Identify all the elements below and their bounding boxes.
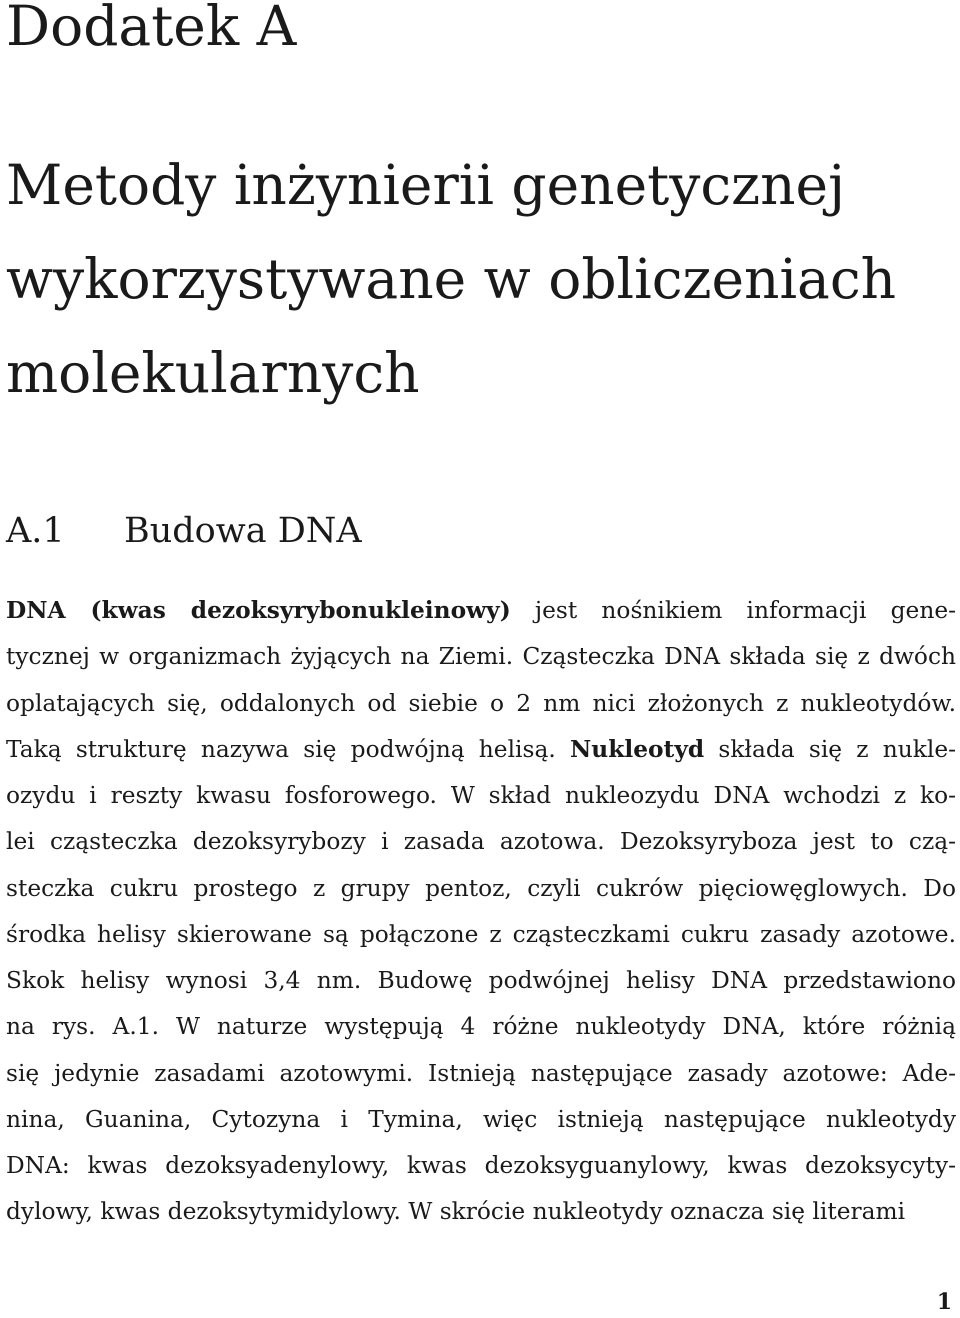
appendix-label: Dodatek A — [6, 0, 297, 58]
text-segment: Taką strukturę nazywa się podwójną helisą. — [6, 735, 570, 763]
text-line — [6, 958, 956, 1004]
text-line — [6, 1189, 956, 1235]
text-line — [6, 773, 956, 819]
text-line — [6, 819, 956, 865]
text-segment: składa się z nukle- — [704, 735, 956, 763]
text-segment: nina, Guanina, Cytozyna i Tymina, więc istnieją następujące nukleotydy — [6, 1105, 956, 1133]
section-number: A.1 — [6, 511, 65, 551]
text-line — [6, 1004, 956, 1050]
section-heading — [6, 508, 362, 554]
section-title: Budowa DNA — [124, 511, 362, 551]
text-line — [6, 1051, 956, 1097]
text-line — [6, 588, 956, 634]
chapter-title-line: molekularnych — [6, 341, 420, 405]
text-segment: oplatających się, oddalonych od siebie o 2 nm nici złożonych z nukleotydów. — [6, 689, 956, 717]
page-number: 1 — [936, 1289, 952, 1315]
chapter-title-line: Metody inżynierii genetycznej — [6, 153, 846, 217]
text-segment: dylowy, kwas dezoksytymidylowy. W skrócie nukleotydy oznacza się literami — [6, 1198, 906, 1226]
text-segment: Skok helisy wynosi 3,4 nm. Budowę podwójnej helisy DNA przedstawiono — [6, 967, 956, 994]
text-segment: DNA: kwas dezoksyadenylowy, kwas dezoksyguanylowy, kwas dezoksycyty- — [6, 1152, 956, 1179]
body-paragraph — [6, 588, 956, 1236]
text-segment: jest nośnikiem informacji gene- — [510, 597, 956, 624]
text-segment: lei cząsteczka dezoksyrybozy i zasada azotowa. Dezoksyryboza jest to czą- — [6, 828, 956, 856]
text-segment: się jedynie zasadami azotowymi. Istnieją następujące zasady azotowe: Ade- — [6, 1059, 956, 1087]
text-line — [6, 1097, 956, 1143]
bold-term: DNA (kwas dezoksyrybonukleinowy) — [6, 597, 511, 624]
text-line — [6, 1143, 956, 1189]
text-segment: na rys. A.1. W naturze występują 4 różne nukleotydy DNA, które różnią — [6, 1013, 956, 1041]
text-line — [6, 681, 956, 727]
chapter-title-line: wykorzystywane w obliczeniach — [6, 247, 897, 311]
text-segment: steczka cukru prostego z grupy pentoz, czyli cukrów pięciowęglowych. Do — [6, 874, 956, 902]
text-segment: tycznej w organizmach żyjących na Ziemi. Cząsteczka DNA składa się z dwóch — [6, 643, 956, 671]
text-segment: ozydu i reszty kwasu fosforowego. W skład nukleozydu DNA wchodzi z ko- — [6, 782, 956, 809]
chapter-title — [6, 138, 956, 420]
text-line — [6, 912, 956, 958]
text-segment: środka helisy skierowane są połączone z cząsteczkami cukru zasady azotowe. — [6, 920, 956, 948]
bold-term: Nukleotyd — [569, 735, 705, 763]
text-line — [6, 727, 956, 773]
text-line — [6, 634, 956, 680]
text-line — [6, 866, 956, 912]
